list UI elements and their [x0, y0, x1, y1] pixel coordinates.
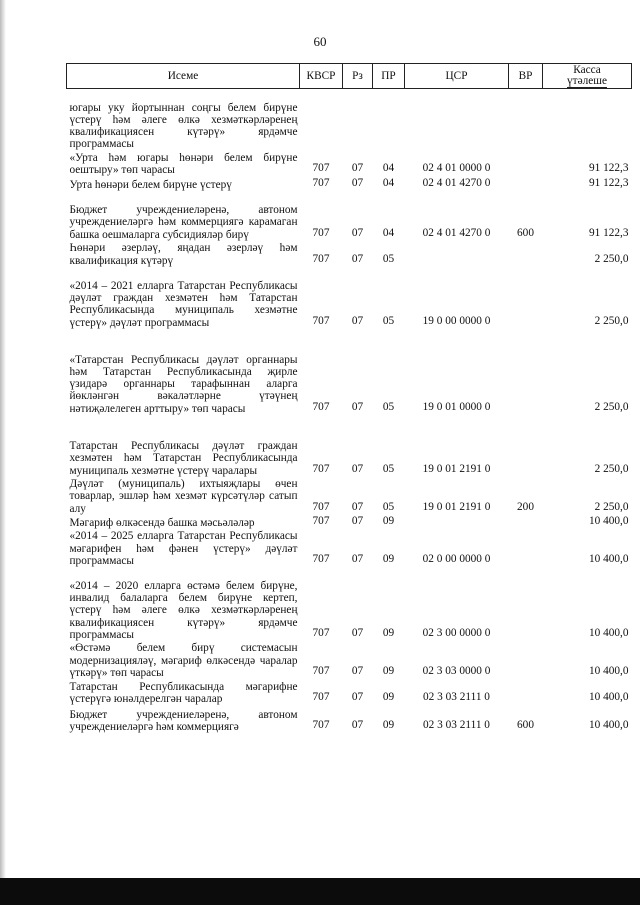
row-rz: 07 [351, 552, 364, 565]
row-sum [543, 89, 632, 151]
row-pr: 05 [382, 462, 395, 475]
row-sum: 10 400,0 [588, 664, 629, 677]
table-row [67, 191, 632, 241]
table-row [67, 515, 632, 529]
row-kvsr: 707 [312, 176, 330, 189]
row-vr [509, 267, 543, 329]
row-kvsr: 707 [312, 314, 330, 327]
table-row [67, 241, 632, 267]
row-vr [509, 679, 543, 705]
row-name: Татарстан Республикасы дәүләт граждан хезмәтен һәм Татарстан Республикасында муниципаль хезмәтне үстерү чаралары [69, 440, 298, 477]
row-name: югары уку йортыннан соңгы белем бирүне үстерү һәм әлеге өлкә хезмәткәрләренең квалификациясен күтәрү» ярдәмче программасы [69, 101, 298, 151]
page-number: 60 [313, 34, 327, 49]
row-name: Бюджет учреждениеләренә, автоном учреждениеләргә һәм коммерциягә [69, 708, 298, 733]
row-kvsr: 707 [312, 514, 330, 527]
row-kvsr: 707 [312, 664, 330, 677]
row-vr [509, 177, 543, 191]
row-kvsr: 707 [312, 226, 330, 239]
row-kvsr: 707 [312, 400, 330, 413]
row-sum: 10 400,0 [588, 626, 629, 639]
header-csr: ЦСР [405, 64, 509, 89]
row-name: Урта һөнәри белем бирүне үстерү [69, 178, 232, 191]
row-sum: 91 122,3 [588, 176, 629, 189]
row-sum: 10 400,0 [588, 718, 629, 731]
row-csr [405, 241, 509, 267]
row-pr [373, 89, 405, 151]
row-rz: 07 [351, 514, 364, 527]
row-sum: 91 122,3 [588, 226, 629, 239]
header-rz: Рз [343, 64, 373, 89]
row-name: Татарстан Республикасында мәгарифне үстерүгә юнәлдерелгән чаралар [69, 680, 298, 705]
row-sum: 10 400,0 [588, 514, 629, 527]
row-name: «2014 – 2020 елларга өстәмә белем бирүне, инвалид балаларга белем бирүне кертеп, үстерү һәм әлеге өлкә хезмәткәрләренең квалификациясен күтәрү» ярдәмче программасы [69, 579, 298, 641]
row-sum: 10 400,0 [588, 552, 629, 565]
row-rz: 07 [351, 162, 364, 175]
row-csr: 02 4 01 0000 0 [422, 162, 491, 175]
row-rz: 07 [351, 462, 364, 475]
row-name: «Өстәмә белем бирү системасын модернизацияләү, мәгариф өлкәсендә чаралар үткәрү» төп чарасы [69, 642, 298, 679]
row-sum: 2 250,0 [594, 500, 629, 513]
row-vr [509, 641, 543, 679]
header-vr: ВР [509, 64, 543, 89]
row-csr: 19 0 01 2191 0 [422, 462, 491, 475]
row-vr: 600 [517, 226, 534, 239]
table-row [67, 529, 632, 567]
row-vr [509, 89, 543, 151]
header-kvsr: КВСР [300, 64, 343, 89]
table-row [67, 477, 632, 515]
table-row [67, 679, 632, 705]
row-name: «2014 – 2021 елларга Татарстан Республикасы дәүләт граждан хезмәтен һәм Татарстан Республикасында муниципаль хезмәтне үстерү» дәүләт программасы [69, 279, 298, 329]
row-kvsr: 707 [312, 718, 330, 731]
row-rz: 07 [351, 718, 364, 731]
row-kvsr: 707 [312, 626, 330, 639]
row-pr: 09 [382, 552, 395, 565]
row-rz: 07 [351, 314, 364, 327]
row-kvsr: 707 [312, 690, 330, 703]
row-vr [509, 515, 543, 529]
row-vr [509, 567, 543, 641]
row-sum: 2 250,0 [594, 400, 629, 413]
header-name: Исеме [67, 64, 300, 89]
row-kvsr: 707 [312, 162, 330, 175]
header-pr: ПР [373, 64, 405, 89]
row-csr: 02 3 00 0000 0 [422, 626, 491, 639]
table-row [67, 415, 632, 477]
header-sum-line1: Касса [573, 64, 601, 76]
row-kvsr: 707 [312, 462, 330, 475]
row-rz [343, 89, 373, 151]
row-vr [509, 415, 543, 477]
row-vr: 600 [517, 718, 534, 731]
row-rz: 07 [351, 226, 364, 239]
row-kvsr: 707 [312, 500, 330, 513]
row-csr: 02 3 03 0000 0 [422, 664, 491, 677]
row-name: Бюджет учреждениеләренә, автоном учреждениеләргә һәм коммерциягә карамаган башка оешмаларга субсидияләр бирү [69, 204, 298, 241]
row-csr: 02 3 03 2111 0 [423, 718, 490, 731]
budget-table [66, 63, 632, 733]
table-row [67, 705, 632, 733]
header-sum [543, 64, 632, 89]
row-csr: 02 3 03 2111 0 [423, 690, 490, 703]
row-sum: 10 400,0 [588, 690, 629, 703]
row-pr: 04 [382, 226, 395, 239]
scan-bottom-border [0, 878, 640, 905]
row-rz: 07 [351, 690, 364, 703]
row-rz: 07 [351, 626, 364, 639]
table-header-row [67, 64, 632, 89]
row-csr: 02 4 01 4270 0 [422, 176, 491, 189]
table-row [67, 267, 632, 329]
row-sum: 91 122,3 [588, 162, 629, 175]
row-name: Дәүләт (муниципаль) ихтыяҗлары өчен товарлар, эшләр һәм хезмәт күрсәтүләр сатып алу [69, 478, 298, 515]
table-row [67, 89, 632, 151]
row-rz: 07 [351, 400, 364, 413]
row-csr: 02 0 00 0000 0 [422, 552, 491, 565]
row-pr: 09 [382, 664, 395, 677]
row-pr: 05 [382, 252, 395, 265]
row-vr: 200 [517, 500, 534, 513]
row-pr: 09 [382, 690, 395, 703]
row-csr: 02 4 01 4270 0 [422, 226, 491, 239]
table-row [67, 567, 632, 641]
row-rz: 07 [351, 664, 364, 677]
row-sum: 2 250,0 [594, 314, 629, 327]
row-kvsr [300, 89, 343, 151]
row-pr: 05 [382, 500, 395, 513]
header-sum-line2: үтәлеше [567, 75, 607, 87]
row-csr: 19 0 01 0000 0 [422, 400, 491, 413]
row-name: «2014 – 2025 елларга Татарстан Республикасы мәгарифен һәм фәнен үстерү» дәүләт программасы [69, 530, 298, 567]
row-pr: 04 [382, 176, 395, 189]
row-pr: 09 [382, 718, 395, 731]
row-pr: 05 [382, 400, 395, 413]
row-sum: 2 250,0 [594, 252, 629, 265]
row-vr [509, 329, 543, 415]
row-name: Мәгариф өлкәсендә башка мәсьәләләр [69, 516, 255, 529]
row-csr: 19 0 01 2191 0 [422, 500, 491, 513]
row-pr: 09 [382, 514, 395, 527]
row-name: «Татарстан Республикасы дәүләт органнары һәм Татарстан Республикасында җирле үзидарә органнары тарафыннан аларга йөкләнгән вәкаләтләрне үтәүнең нәтиҗәлелеген арттыру» төп чарасы [69, 353, 298, 415]
table-row [67, 329, 632, 415]
row-name: Һөнәри әзерләү, яңадан әзерләү һәм квалификация күтәрү [69, 242, 298, 267]
row-name: «Урта һәм югары һөнәри белем бирүне оештыру» төп чарасы [69, 152, 298, 177]
row-pr: 04 [382, 162, 395, 175]
row-rz: 07 [351, 500, 364, 513]
row-kvsr: 707 [312, 552, 330, 565]
row-rz: 07 [351, 176, 364, 189]
row-vr [509, 529, 543, 567]
scan-edge [0, 0, 6, 878]
row-vr [509, 241, 543, 267]
row-kvsr: 707 [312, 252, 330, 265]
row-vr [509, 151, 543, 177]
row-csr [405, 89, 509, 151]
row-rz: 07 [351, 252, 364, 265]
row-pr: 09 [382, 626, 395, 639]
row-sum: 2 250,0 [594, 462, 629, 475]
table-row [67, 151, 632, 177]
table-row [67, 177, 632, 191]
table-row [67, 641, 632, 679]
row-csr [405, 515, 509, 529]
row-csr: 19 0 00 0000 0 [422, 314, 491, 327]
row-pr: 05 [382, 314, 395, 327]
